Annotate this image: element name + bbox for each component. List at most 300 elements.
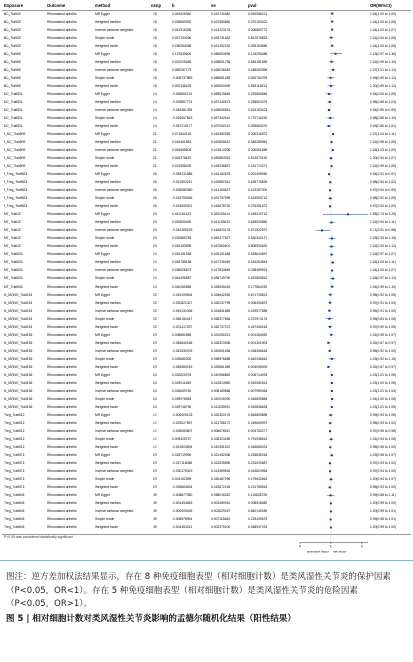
cell-b: -0.027118086 xyxy=(172,461,193,466)
cell-exposure: N_MONO_Trait156 xyxy=(4,404,33,409)
cell-method: Weighted median xyxy=(95,461,121,466)
cell-outcome: Rheumatoid arthritis xyxy=(47,204,77,209)
cell-se: 0.040737072 xyxy=(211,324,231,329)
cell-method: Inverse variance weighted xyxy=(95,148,134,152)
cell-method: Inverse variance weighted xyxy=(95,348,134,353)
cell-nsnp: 22 xyxy=(153,292,157,297)
cell-or: 1.04(0.99 to 1.10) xyxy=(370,284,397,289)
cell-nsnp: 13 xyxy=(153,268,157,273)
cell-nsnp: 21 xyxy=(153,156,157,161)
cell-outcome: Rheumatoid arthritis xyxy=(47,372,77,377)
x-tick-label: 2 xyxy=(360,544,363,549)
table-row xyxy=(0,124,413,128)
cell-exposure: BC_Trait33 xyxy=(4,19,21,24)
table-row xyxy=(0,493,413,497)
cell-or: 0.98(0.92 to 1.05) xyxy=(370,196,397,201)
cell-pval: 0.001284052 xyxy=(248,332,268,337)
cell-se: 0.003469910 xyxy=(211,501,231,506)
cell-or: 0.71(0.51 to 0.98) xyxy=(370,228,397,233)
cell-exposure: BC_Trait55 xyxy=(4,83,21,88)
cell-se: 0.016380285 xyxy=(211,131,231,136)
cell-pval: 0.208518482 xyxy=(248,501,268,506)
cell-pval: 0.179632861 xyxy=(248,477,268,482)
cell-method: MR Egger xyxy=(95,453,110,458)
cell-pval: 0.840149289 xyxy=(248,509,268,514)
cell-method: Simple mode xyxy=(95,236,115,241)
table-row xyxy=(0,12,413,16)
cell-nsnp: 22 xyxy=(153,324,157,329)
cell-b: 0.040260689 xyxy=(172,284,192,289)
cell-pval: 0.052956221 xyxy=(248,11,268,16)
table-row xyxy=(0,260,413,264)
cell-nsnp: 17 xyxy=(153,445,157,450)
table-row xyxy=(0,301,413,305)
cell-or: 1.03(0.98 to 1.07) xyxy=(370,453,397,458)
cell-b: 0.032865783 xyxy=(172,236,192,241)
cell-method: MR Egger xyxy=(95,172,110,177)
table-row xyxy=(0,204,413,208)
cell-nsnp: 26 xyxy=(153,172,157,177)
cell-outcome: Rheumatoid arthritis xyxy=(47,148,77,152)
cell-pval: 0.029577885 xyxy=(248,308,268,313)
cell-pval: 0.671725621 xyxy=(248,292,268,297)
cell-nsnp: 23 xyxy=(153,461,157,466)
cell-pval: 0.093684470 xyxy=(248,123,268,128)
cell-exposure: Treg_Trait512 xyxy=(4,421,25,426)
cell-or: 1.02(0.99 to 1.06) xyxy=(370,164,397,169)
cell-b: -0.030175319 xyxy=(172,469,193,474)
cell-se: 0.063600499 xyxy=(211,83,231,88)
cell-or: 0.97(0.90 to 1.05) xyxy=(370,324,397,329)
cell-or: 0.99(0.88 to 1.11) xyxy=(370,493,396,498)
cell-exposure: Treg_Trait604 xyxy=(4,501,25,506)
cell-se: 0.058015322 xyxy=(211,493,231,498)
cell-nsnp: 15 xyxy=(153,43,157,48)
cell-b: -0.065652131 xyxy=(172,91,193,96)
cell-or: 1.00(0.94 to 1.07) xyxy=(370,477,397,482)
cell-exposure: N_MONO_Trait154 xyxy=(4,308,33,313)
cell-pval: 0.115828726 xyxy=(248,493,268,498)
cell-nsnp: 22 xyxy=(153,308,157,313)
cell-se: 0.022639890 xyxy=(211,461,231,466)
cell-b: 0.137639600 xyxy=(172,51,192,56)
table-row xyxy=(0,236,413,240)
cell-or: 1.04(1.00 to 1.09) xyxy=(370,11,397,16)
cell-exposure: N_MONO_Trait154 xyxy=(4,324,33,329)
cell-or: 1.00(0.99 to 1.01) xyxy=(370,509,397,514)
cell-pval: 0.063839884 xyxy=(248,396,268,401)
cell-or: 1.01(0.94 to 1.08) xyxy=(370,35,397,40)
cell-se: 0.030237799 xyxy=(211,300,231,305)
cell-exposure: BC_Trait33 xyxy=(4,35,21,40)
protective-label: protective factor xyxy=(306,549,329,554)
cell-b: 0.035660092 xyxy=(172,19,192,24)
cell-exposure: N_MONO_Trait155 xyxy=(4,348,33,353)
cell-se: 0.055976685 xyxy=(211,356,231,361)
cell-pval: 0.045655331 xyxy=(248,445,268,450)
cell-outcome: Rheumatoid arthritis xyxy=(47,164,77,169)
cell-exposure: N_MONO_Trait155 xyxy=(4,340,33,345)
cell-exposure: N_MONO_Trait154 xyxy=(4,292,33,297)
cell-pval: 0.177864252 xyxy=(248,284,268,289)
cell-b: 0.015163899 xyxy=(172,244,192,249)
cell-outcome: Rheumatoid arthritis xyxy=(47,332,77,337)
cell-b: -0.000926026 xyxy=(172,509,193,514)
table-row xyxy=(0,188,413,192)
cell-outcome: Rheumatoid arthritis xyxy=(47,356,77,361)
cell-se: 0.065377666 xyxy=(211,316,231,321)
cell-nsnp: 23 xyxy=(153,348,157,353)
cell-method: Inverse variance weighted xyxy=(95,107,134,112)
cell-or: 1.55(0.74 to 3.28) xyxy=(370,212,397,217)
cell-nsnp: 39 xyxy=(153,501,157,506)
cell-or: 1.00(0.89 to 1.12) xyxy=(370,83,397,88)
cell-or: 0.92(0.87 to 0.97) xyxy=(370,340,397,345)
cell-nsnp: 17 xyxy=(153,437,157,442)
cell-or: 0.95(0.91 to 1.00) xyxy=(370,308,397,313)
cell-exposure: MT_Trait12 xyxy=(4,220,21,225)
cell-or: 0.97(0.94 to 1.00) xyxy=(370,469,397,474)
header-nsnp: nsnp xyxy=(151,3,162,8)
cell-exposure: MT_Trait533 xyxy=(4,284,23,289)
table-row xyxy=(0,469,413,473)
cell-nsnp: 14 xyxy=(153,99,157,104)
cell-b: 0.044496987 xyxy=(172,276,192,281)
table-row xyxy=(0,180,413,184)
cell-se: 0.010966862 xyxy=(211,372,231,377)
cell-exposure: Treg_Trait512 xyxy=(4,413,25,417)
cell-pval: 0.003780277 xyxy=(248,429,268,434)
cell-method: Weighted median xyxy=(95,99,121,104)
cell-b: -0.344389199 xyxy=(172,228,193,233)
cell-se: 0.025861389 xyxy=(211,364,231,369)
cell-b: -0.035089360 xyxy=(172,188,193,193)
cell-method: Simple mode xyxy=(95,35,115,40)
cell-outcome: Rheumatoid arthritis xyxy=(47,429,77,434)
cell-se: 0.021252232 xyxy=(211,43,231,48)
cell-or: 1.02(0.95 to 1.10) xyxy=(370,59,397,64)
cell-exposure: Treg_Trait574 xyxy=(4,469,25,474)
cell-outcome: Rheumatoid arthritis xyxy=(47,493,77,498)
table-row xyxy=(0,172,413,176)
cell-nsnp: 24 xyxy=(153,236,157,241)
cell-pval: 0.920782078 xyxy=(248,75,268,80)
table-row xyxy=(0,76,413,80)
cell-or: 0.97(0.91 to 1.03) xyxy=(370,300,397,305)
cell-outcome: Rheumatoid arthritis xyxy=(47,212,77,217)
cell-method: Weighted mode xyxy=(95,284,119,289)
cell-or: 1.00(0.99 to 1.00) xyxy=(370,501,397,506)
cell-method: Inverse variance weighted xyxy=(95,308,134,313)
cell-b: 0.441161423 xyxy=(172,212,192,217)
cell-or: 1.04(1.00 to 1.08) xyxy=(370,19,397,24)
cell-b: -0.034545321 xyxy=(172,204,193,209)
cell-b: -0.035069807 xyxy=(172,429,193,434)
cell-exposure: N_MONO_Trait156 xyxy=(4,388,33,393)
cell-outcome: Rheumatoid arthritis xyxy=(47,517,77,522)
cell-method: MR Egger xyxy=(95,292,110,297)
cell-or: 0.92(0.87 to 0.97) xyxy=(370,364,397,369)
cell-pval: 0.006714093 xyxy=(248,372,268,377)
cell-method: Simple mode xyxy=(95,115,115,120)
cell-se: 0.018678730 xyxy=(211,204,231,209)
cell-b: 0.003376622 xyxy=(172,156,192,161)
cell-exposure: f_DC_Trait509 xyxy=(4,139,26,144)
cell-pval: 0.370974176 xyxy=(248,316,268,321)
cell-or: 1.03(1.01 to 1.04) xyxy=(370,388,397,393)
cell-se: 0.057342610 xyxy=(211,115,231,120)
cell-se: 0.014160637 xyxy=(211,188,231,193)
cell-nsnp: 39 xyxy=(153,493,157,498)
cell-b: 0.021958439 xyxy=(172,164,192,169)
cell-b: 0.069287173 xyxy=(172,67,192,72)
cell-nsnp: 23 xyxy=(153,364,157,369)
table-row xyxy=(0,429,413,433)
cell-outcome: Rheumatoid arthritis xyxy=(47,35,77,40)
cell-pval: 0.847578833 xyxy=(248,35,268,40)
cell-pval: 0.770716230 xyxy=(248,115,268,120)
cell-method: Simple mode xyxy=(95,477,115,482)
cell-outcome: Rheumatoid arthritis xyxy=(47,461,77,466)
table-row xyxy=(0,28,413,32)
cell-outcome: Rheumatoid arthritis xyxy=(47,220,77,225)
cell-exposure: N_MONO_Trait156 xyxy=(4,380,33,385)
cell-nsnp: 22 xyxy=(153,300,157,305)
cell-exposure: f_Treg_Trait523 xyxy=(4,204,28,209)
cell-or: 1.02(0.93 to 1.12) xyxy=(370,244,397,249)
cell-se: 0.016162675 xyxy=(211,172,231,177)
cell-method: Inverse variance weighted xyxy=(95,268,134,273)
cell-outcome: Rheumatoid arthritis xyxy=(47,131,77,136)
cell-nsnp: 17 xyxy=(153,421,157,426)
cell-outcome: Rheumatoid arthritis xyxy=(47,91,77,96)
header-exposure: Exposure xyxy=(4,3,24,8)
cell-pval: 0.253835318 xyxy=(248,453,268,458)
cell-exposure: Treg_Trait604 xyxy=(4,493,25,498)
cell-nsnp: 14 xyxy=(153,115,157,120)
cell-outcome: Rheumatoid arthritis xyxy=(47,525,77,530)
cell-outcome: Rheumatoid arthritis xyxy=(47,172,77,177)
cell-se: 0.008169868 xyxy=(211,388,231,393)
cell-se: 0.015672145 xyxy=(211,485,231,490)
cell-b: 0.071844118 xyxy=(172,131,192,136)
cell-pval: 0.449319712 xyxy=(248,212,268,217)
cell-nsnp: 21 xyxy=(153,148,157,152)
cell-se: 0.021768172 xyxy=(211,421,231,426)
cell-b: 0.039978984 xyxy=(172,396,192,401)
table-row xyxy=(0,244,413,248)
cell-se: 0.038801756 xyxy=(211,59,231,64)
cell-method: Weighted median xyxy=(95,501,121,506)
cell-pval: 0.913973192 xyxy=(248,156,268,161)
cell-nsnp: 24 xyxy=(153,372,157,377)
cell-se: 0.007118484 xyxy=(211,517,231,522)
cell-nsnp: 14 xyxy=(153,107,157,112)
cell-nsnp: 23 xyxy=(153,356,157,361)
cell-outcome: Rheumatoid arthritis xyxy=(47,252,77,257)
cell-exposure: DC_Trait531 xyxy=(4,115,23,120)
cell-exposure: MT_Trait12 xyxy=(4,244,21,249)
cell-b: -0.022603894 xyxy=(172,445,193,450)
cell-outcome: Rheumatoid arthritis xyxy=(47,437,77,442)
cell-method: Weighted mode xyxy=(95,244,119,249)
cell-exposure: f_DC_Trait509 xyxy=(4,148,26,152)
cell-nsnp: 24 xyxy=(153,396,157,401)
cell-b: 0.022025465 xyxy=(172,59,192,64)
cell-exposure: Treg_Trait574 xyxy=(4,485,25,490)
table-row xyxy=(0,437,413,441)
cell-or: 1.15(0.97 to 1.36) xyxy=(370,51,397,56)
significance-note: P<0.05 was considered statistically significant xyxy=(4,535,73,540)
cell-pval: 0.292680846 xyxy=(248,91,268,96)
cell-exposure: MT_Trait12 xyxy=(4,212,21,217)
cell-se: 0.059519846 xyxy=(211,91,231,96)
header-or: OR(95%CI) xyxy=(370,3,392,8)
table-row xyxy=(0,20,413,24)
cell-pval: 0.048083998 xyxy=(248,67,268,72)
cell-outcome: Rheumatoid arthritis xyxy=(47,316,77,321)
cell-outcome: Rheumatoid arthritis xyxy=(47,324,77,329)
table-row xyxy=(0,389,413,393)
cell-pval: 0.134295488 xyxy=(248,51,268,56)
cell-nsnp: 26 xyxy=(153,204,157,209)
cell-outcome: Rheumatoid arthritis xyxy=(47,83,77,88)
cell-se: 0.008676611 xyxy=(211,429,231,434)
cell-outcome: Rheumatoid arthritis xyxy=(47,123,77,128)
cell-or: 1.04(1.00 to 1.08) xyxy=(370,43,397,48)
cell-outcome: Rheumatoid arthritis xyxy=(47,51,77,56)
cell-method: Weighted median xyxy=(95,220,121,225)
cell-method: Weighted mode xyxy=(95,404,119,409)
cell-se: 0.020026090 xyxy=(211,396,231,401)
cell-se: 0.013614296 xyxy=(211,148,231,152)
cell-or: 1.00(0.99 to 1.00) xyxy=(370,525,397,530)
cell-method: Simple mode xyxy=(95,437,115,442)
cell-method: Weighted mode xyxy=(95,324,119,329)
table-row xyxy=(0,349,413,353)
cell-pval: 0.004095009 xyxy=(248,364,268,369)
cell-b: -0.004453241 xyxy=(172,525,193,530)
cell-method: Inverse variance weighted xyxy=(95,67,134,72)
cell-pval: 0.036256618 xyxy=(248,348,268,353)
cell-outcome: Rheumatoid arthritis xyxy=(47,59,77,64)
header-outcome: Outcome xyxy=(47,3,66,8)
cell-se: 0.033731632 xyxy=(211,35,231,40)
cell-method: Weighted median xyxy=(95,260,121,265)
table-row xyxy=(0,100,413,104)
cell-b: 0.025719990 xyxy=(172,453,192,458)
cell-outcome: Rheumatoid arthritis xyxy=(47,11,77,16)
cell-or: 0.96(0.92 to 1.00) xyxy=(370,348,397,353)
cell-b: -0.067210177 xyxy=(172,123,193,128)
cell-outcome: Rheumatoid arthritis xyxy=(47,380,77,385)
cell-exposure: MT_Trait533 xyxy=(4,260,23,265)
cell-se: 0.381153414 xyxy=(211,212,231,217)
cell-outcome: Rheumatoid arthritis xyxy=(47,99,77,104)
cell-exposure: N_MONO_Trait155 xyxy=(4,364,33,369)
cell-or: 0.93(0.86 to 1.01) xyxy=(370,123,397,128)
table-row xyxy=(0,252,413,256)
cell-method: MR Egger xyxy=(95,332,110,337)
cell-nsnp: 15 xyxy=(153,35,157,40)
cell-exposure: N_MONO_Trait156 xyxy=(4,396,33,401)
cell-nsnp: 15 xyxy=(153,19,157,24)
cell-method: Simple mode xyxy=(95,276,115,281)
cell-or: 1.03(0.93 to 1.15) xyxy=(370,236,397,241)
cell-se: 0.011539923 xyxy=(211,404,231,409)
cell-se: 0.010351152 xyxy=(211,445,231,450)
cell-outcome: Rheumatoid arthritis xyxy=(47,292,77,297)
cell-method: MR Egger xyxy=(95,131,110,136)
cell-b: -0.008978954 xyxy=(172,517,193,522)
table-row xyxy=(0,445,413,449)
cell-b: 0.029748790 xyxy=(172,404,192,409)
cell-outcome: Rheumatoid arthritis xyxy=(47,115,77,120)
cell-pval: 0.231020687 xyxy=(248,461,268,466)
cell-se: 0.034642250 xyxy=(211,292,231,297)
cell-exposure: BC_Trait33 xyxy=(4,11,21,16)
cell-pval: 0.001499050 xyxy=(248,172,268,177)
cell-or: 0.95(0.83 to 1.08) xyxy=(370,316,397,321)
cell-exposure: f_Treg_Trait523 xyxy=(4,180,28,185)
cell-se: 0.036749790 xyxy=(211,276,231,281)
table-row xyxy=(0,140,413,144)
cell-exposure: MT_Trait533 xyxy=(4,276,23,281)
cell-se: 0.020805612 xyxy=(211,139,231,144)
cell-outcome: Rheumatoid arthritis xyxy=(47,348,77,353)
cell-nsnp: 23 xyxy=(153,453,157,458)
table-row xyxy=(0,325,413,329)
cell-or: 0.94(0.83 to 1.05) xyxy=(370,91,397,96)
cell-or: 1.03(0.92 to 1.15) xyxy=(370,356,397,361)
cell-method: Weighted mode xyxy=(95,43,119,48)
cell-nsnp: 15 xyxy=(153,51,157,56)
cell-or: 1.07(1.01 to 1.13) xyxy=(370,67,397,72)
cell-outcome: Rheumatoid arthritis xyxy=(47,180,77,185)
cell-pval: 0.295504375 xyxy=(248,99,268,104)
cell-se: 0.024851689 xyxy=(211,308,231,313)
cell-b: 0.036926573 xyxy=(172,268,192,273)
table-row xyxy=(0,397,413,401)
cell-method: Weighted median xyxy=(95,19,121,24)
cell-b: 0.054565809 xyxy=(172,148,192,152)
cell-method: Weighted median xyxy=(95,59,121,64)
header-method: method xyxy=(95,3,111,8)
cell-method: Simple mode xyxy=(95,356,115,361)
cell-outcome: Rheumatoid arthritis xyxy=(47,196,77,201)
table-row xyxy=(0,220,413,224)
cell-or: 0.97(0.93 to 1.00) xyxy=(370,204,397,209)
cell-or: 0.97(0.94 to 0.99) xyxy=(370,188,397,193)
cell-exposure: BC_Trait55 xyxy=(4,75,21,80)
cell-se: 0.028038282 xyxy=(211,67,231,72)
cell-method: Simple mode xyxy=(95,517,115,522)
cell-outcome: Rheumatoid arthritis xyxy=(47,27,77,32)
cell-exposure: Treg_Trait512 xyxy=(4,429,25,434)
cell-pval: 0.447406163 xyxy=(248,324,268,329)
cell-b: 0.002146429 xyxy=(172,83,192,88)
table-row xyxy=(0,164,413,168)
cell-b: -0.064481394 xyxy=(172,107,193,112)
cell-outcome: Rheumatoid arthritis xyxy=(47,67,77,72)
cell-outcome: Rheumatoid arthritis xyxy=(47,276,77,281)
cell-pval: 0.791938512 xyxy=(248,437,268,442)
cell-outcome: Rheumatoid arthritis xyxy=(47,364,77,369)
cell-or: 0.98(0.96 to 1.00) xyxy=(370,445,397,450)
x-tick-label: 0 xyxy=(299,544,301,549)
cell-exposure: DC_Trait531 xyxy=(4,91,23,96)
table-row xyxy=(0,293,413,297)
